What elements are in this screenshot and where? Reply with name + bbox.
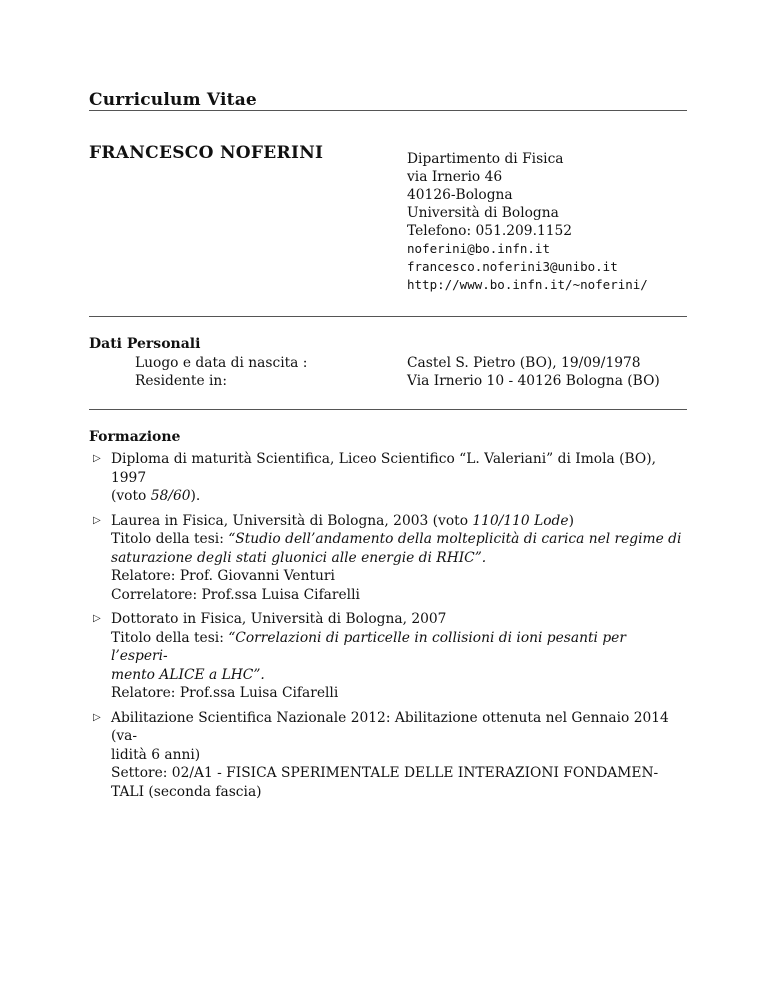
supervisor: Relatore: Prof.ssa Luisa Cifarelli [111, 685, 339, 701]
address-line: 40126-Bologna [407, 187, 513, 203]
title-divider [89, 110, 687, 111]
address-line: via Irnerio 46 [407, 169, 503, 185]
education-heading: Formazione [89, 429, 181, 445]
thesis-title-line2: mento ALICE a LHC”. [111, 666, 265, 683]
email-link[interactable]: francesco.noferini3@unibo.it [407, 259, 618, 274]
education-list [89, 450, 687, 807]
phone-line: Telefono: 051.209.1152 [407, 223, 573, 239]
list-item-diploma [89, 450, 687, 506]
address-line: Dipartimento di Fisica [407, 151, 564, 167]
triangle-bullet-icon: ▷ [93, 711, 101, 723]
personal-heading: Dati Personali [89, 336, 201, 352]
thesis-label: Titolo della tesi: [111, 531, 229, 547]
thesis-title-line1: “Correlazioni di particelle in collisioni di ioni pesanti per l’esperi- [111, 629, 626, 664]
grade-suffix: ). [190, 488, 201, 504]
triangle-bullet-icon: ▷ [93, 613, 101, 624]
residence-value: Via Irnerio 10 - 40126 Bologna (BO) [407, 373, 660, 389]
section-divider [89, 409, 687, 410]
cosupervisor: Correlatore: Prof.ssa Luisa Cifarelli [111, 586, 360, 603]
residence-label: Residente in: [135, 373, 227, 389]
abilitazione-line3: Settore: 02/A1 - FISICA SPERIMENTALE DELLE INTERAZIONI FONDAMEN- [111, 765, 659, 781]
thesis-title-line1: “Studio dell’andamento della molteplicità di carica nel regime di [228, 531, 682, 547]
list-item-abilitazione [89, 709, 687, 802]
thesis-title-line2: saturazione degli stati gluonici alle energie di RHIC”. [111, 549, 487, 566]
abilitazione-line2: lidità 6 anni) [111, 746, 201, 763]
person-name: FRANCESCO NOFERINI [89, 143, 324, 163]
address-block [407, 150, 648, 294]
section-divider [89, 316, 687, 317]
abilitazione-line1: Abilitazione Scientifica Nazionale 2012: Abilitazione ottenuta nel Gennaio 2014 (va- [111, 709, 669, 744]
email-link[interactable]: noferini@bo.infn.it [407, 241, 550, 256]
document-title: Curriculum Vitae [89, 90, 257, 110]
laurea-grade: 110/110 Lode [472, 512, 569, 529]
laurea-text: Laurea in Fisica, Università di Bologna, 2003 (voto [111, 512, 473, 529]
grade-suffix: ) [568, 512, 574, 529]
website-link[interactable]: http://www.bo.infn.it/~noferini/ [407, 277, 648, 292]
supervisor: Relatore: Prof. Giovanni Venturi [111, 568, 335, 584]
abilitazione-line4: TALI (seconda fascia) [111, 783, 262, 800]
diploma-grade: 58/60 [150, 488, 191, 504]
grade-prefix: (voto [111, 488, 151, 504]
list-item-dottorato [89, 610, 687, 703]
dottorato-text: Dottorato in Fisica, Università di Bologna, 2007 [111, 611, 447, 627]
birth-value: Castel S. Pietro (BO), 19/09/1978 [407, 355, 641, 371]
diploma-text: Diploma di maturità Scientifica, Liceo Scientifico “L. Valeriani” di Imola (BO), 1997 [111, 451, 656, 486]
birth-label: Luogo e data di nascita : [135, 355, 308, 371]
address-line: Università di Bologna [407, 205, 559, 221]
triangle-bullet-icon: ▷ [93, 453, 101, 464]
list-item-laurea [89, 512, 687, 605]
thesis-label: Titolo della tesi: [111, 629, 229, 646]
triangle-bullet-icon: ▷ [93, 514, 101, 526]
